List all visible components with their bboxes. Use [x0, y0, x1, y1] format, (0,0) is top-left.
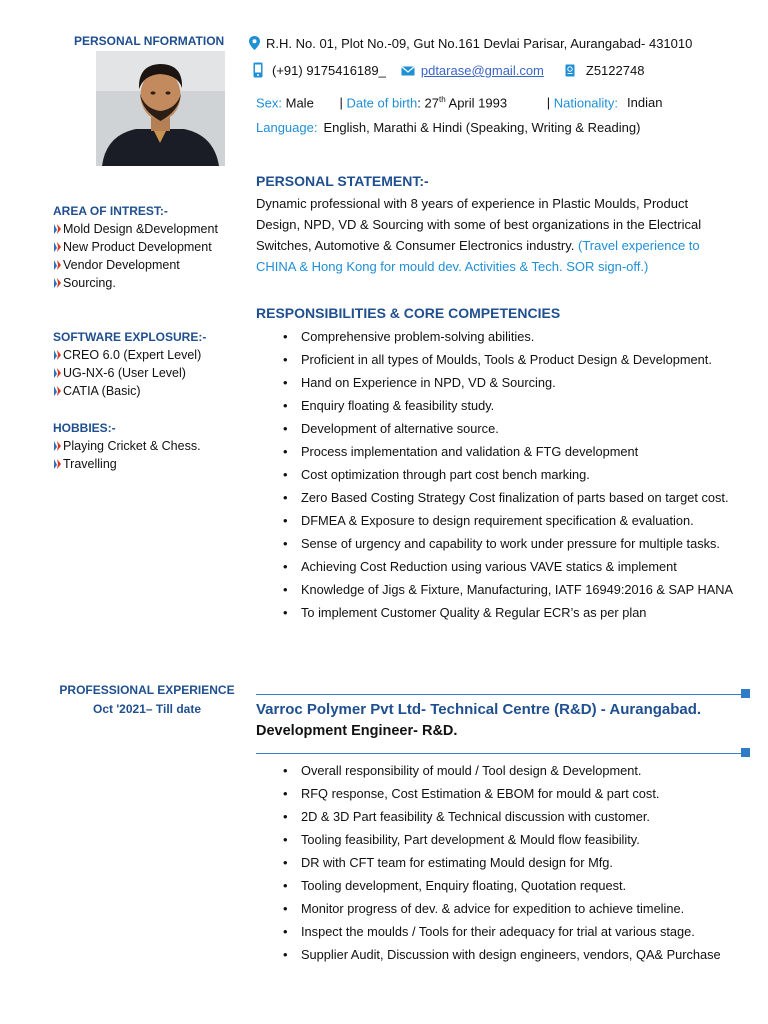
list-item: • Enquiry floating & feasibility study.: [256, 397, 748, 415]
competencies-list: [256, 328, 748, 627]
list-item: • Monitor progress of dev. & advice for expedition to achieve timeline.: [256, 900, 750, 918]
list-item: • Hand on Experience in NPD, VD & Sourcing.: [256, 374, 748, 392]
mobile-phone-icon: [253, 62, 263, 78]
experience-heading: PROFESSIONAL EXPERIENCE: [59, 683, 235, 697]
passport-number: Z5122748: [585, 63, 645, 78]
list-item: • Cost optimization through part cost bench marking.: [256, 466, 748, 484]
experience-dates: Oct '2021– Till date: [92, 702, 202, 716]
list-item: Travelling: [53, 455, 201, 473]
statement-paragraph: [256, 193, 734, 277]
divider-square: [741, 748, 750, 757]
software-list: [53, 346, 201, 400]
list-item: • Proficient in all types of Moulds, Tools & Product Design & Development.: [256, 351, 748, 369]
dob-suffix: th: [438, 95, 446, 104]
list-item: • Sense of urgency and capability to work under pressure for multiple tasks.: [256, 535, 748, 553]
arrow-bullet-icon: [53, 224, 62, 234]
dob-label: Date of birth: [346, 95, 418, 111]
statement-highlight: (Travel experience to CHINA & Hong Kong for mould dev. Activities & Tech. SOR sign-off.): [256, 238, 700, 274]
list-item: Vendor Development: [53, 256, 218, 274]
separator: |: [339, 95, 343, 111]
personal-details-row: [256, 92, 662, 111]
list-item: Mold Design &Development: [53, 220, 218, 238]
arrow-bullet-icon: [53, 350, 62, 360]
list-item: • RFQ response, Cost Estimation & EBOM for mould & part cost.: [256, 785, 750, 803]
list-item: CREO 6.0 (Expert Level): [53, 346, 201, 364]
list-item: New Product Development: [53, 238, 218, 256]
separator: |: [546, 95, 551, 111]
list-item: • Achieving Cost Reduction using various VAVE statics & implement: [256, 558, 748, 576]
language-label: Language:: [256, 120, 318, 135]
divider-line: [256, 753, 742, 754]
statement-heading: PERSONAL STATEMENT:-: [256, 173, 429, 189]
arrow-bullet-icon: [53, 459, 62, 469]
list-item: Sourcing.: [53, 274, 218, 292]
hobbies-heading: HOBBIES:-: [53, 421, 116, 435]
list-item: UG-NX-6 (User Level): [53, 364, 201, 382]
language-row: [256, 120, 640, 136]
list-item: • Zero Based Costing Strategy Cost finalization of parts based on target cost.: [256, 489, 748, 507]
divider-line: [256, 694, 742, 695]
profile-photo: [96, 51, 225, 166]
hobbies-list: [53, 437, 201, 473]
address-text: R.H. No. 01, Plot No.-09, Gut No.161 Devlai Parisar, Aurangabad- 431010: [266, 36, 693, 51]
nationality-value: Indian: [627, 95, 663, 111]
area-of-interest-list: [53, 220, 218, 292]
list-item: • Overall responsibility of mould / Tool design & Development.: [256, 762, 750, 780]
company-name: Varroc Polymer Pvt Ltd- Technical Centre (R&D) - Aurangabad.: [256, 701, 702, 718]
list-item: • DFMEA & Exposure to design requirement specification & evaluation.: [256, 512, 748, 530]
envelope-icon: [401, 66, 415, 76]
list-item: • 2D & 3D Part feasibility & Technical discussion with customer.: [256, 808, 750, 826]
contact-row: [253, 63, 644, 79]
arrow-bullet-icon: [53, 242, 62, 252]
list-item: • Knowledge of Jigs & Fixture, Manufacturing, IATF 16949:2016 & SAP HANA: [256, 581, 748, 599]
arrow-bullet-icon: [53, 386, 62, 396]
statement-text: Dynamic professional with 8 years of experience in Plastic Moulds, Product Design, NPD, VD & Sourcing with some of best organizations in the Electrical Switches, Automotive & Consumer Electronics industry.: [256, 196, 702, 253]
list-item: • Process implementation and validation & FTG development: [256, 443, 748, 461]
list-item: • To implement Customer Quality & Regular ECR’s as per plan: [256, 604, 748, 622]
area-of-interest-heading: AREA OF INTREST:-: [53, 204, 168, 218]
list-item: • Comprehensive problem-solving abilities.: [256, 328, 748, 346]
passport-icon: [565, 64, 575, 77]
list-item: Playing Cricket & Chess.: [53, 437, 201, 455]
list-item: • DR with CFT team for estimating Mould design for Mfg.: [256, 854, 750, 872]
list-item: • Inspect the moulds / Tools for their adequacy for trial at various stage.: [256, 923, 750, 941]
arrow-bullet-icon: [53, 441, 62, 451]
sex-value: Male: [282, 95, 314, 111]
phone-number: (+91) 9175416189_: [272, 63, 386, 78]
list-item: • Tooling feasibility, Part development & Mould flow feasibility.: [256, 831, 750, 849]
arrow-bullet-icon: [53, 278, 62, 288]
list-item: CATIA (Basic): [53, 382, 201, 400]
nationality-label: Nationality:: [553, 95, 619, 111]
list-item: • Supplier Audit, Discussion with design engineers, vendors, QA& Purchase: [256, 946, 750, 964]
job-duties-list: [256, 762, 750, 969]
list-item: • Tooling development, Enquiry floating, Quotation request.: [256, 877, 750, 895]
divider-square: [741, 689, 750, 698]
address-row: [249, 36, 692, 52]
location-pin-icon: [249, 36, 260, 50]
email-link[interactable]: pdtarase@gmail.com: [420, 63, 544, 78]
job-role: Development Engineer- R&D.: [256, 723, 458, 739]
dob-day: : 27: [417, 95, 439, 111]
list-item: • Development of alternative source.: [256, 420, 748, 438]
sex-label: Sex:: [256, 95, 283, 111]
arrow-bullet-icon: [53, 260, 62, 270]
dob-rest: April 1993: [445, 95, 508, 111]
software-heading: SOFTWARE EXPLOSURE:-: [53, 330, 207, 344]
competencies-heading: RESPONSIBILITIES & CORE COMPETENCIES: [256, 305, 561, 321]
personal-info-heading: PERSONAL NFORMATION: [74, 34, 225, 48]
language-value: English, Marathi & Hindi (Speaking, Writing & Reading): [323, 120, 641, 135]
profile-photo-svg: [96, 51, 225, 166]
arrow-bullet-icon: [53, 368, 62, 378]
